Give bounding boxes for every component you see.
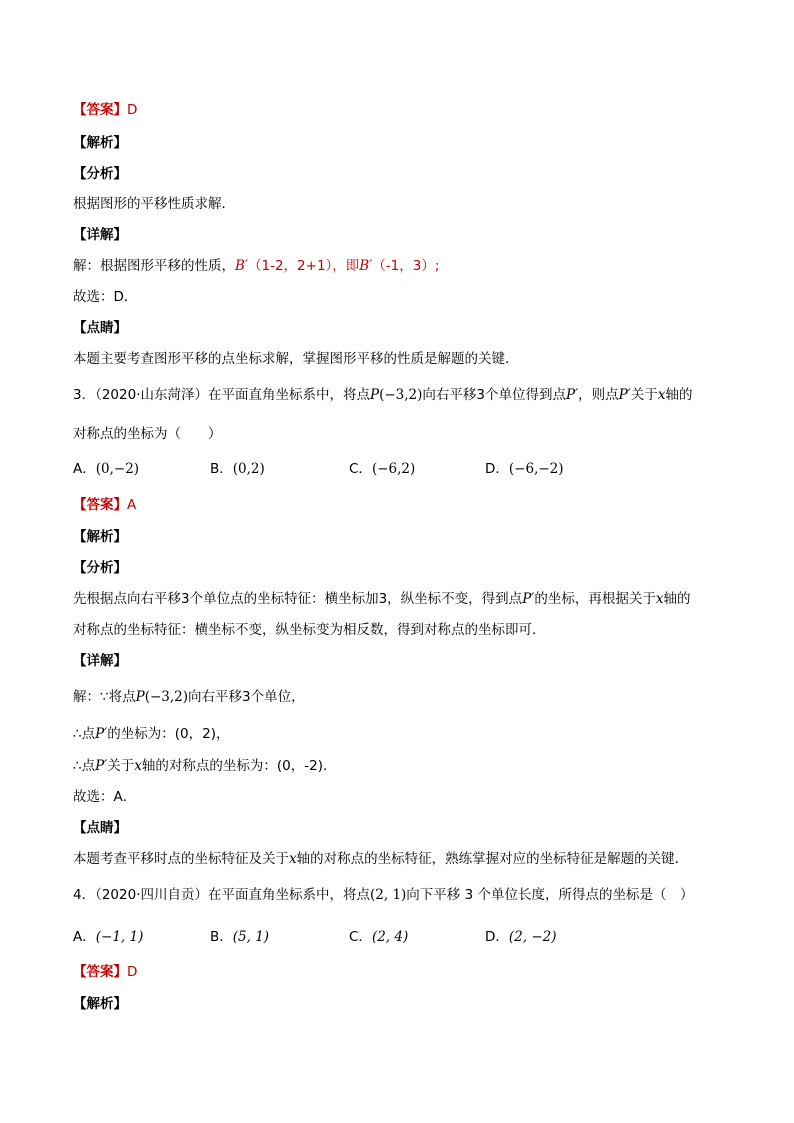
q3-s2b: 的坐标为：(0，2)，: [107, 726, 230, 742]
q4-answer-value: D: [127, 964, 138, 980]
q3-s1coord: (−3,2): [144, 689, 189, 705]
q3-options: [73, 459, 733, 481]
q3-fenxi-x: x: [655, 591, 664, 607]
q3-fenxi-l1b: 的坐标，再根据关于: [534, 591, 656, 607]
xiangjie-tag: 【详解】: [73, 227, 127, 243]
q3-jiexi-heading: [73, 527, 127, 547]
jiexi-tag: 【解析】: [73, 135, 127, 151]
q3-fenxi-line2: [73, 620, 546, 640]
q3-point-pp2: P′: [618, 387, 631, 403]
answer-line-1: [73, 100, 137, 120]
fenxi-text-1: [73, 194, 235, 214]
q3-s1b: 向右平移3个单位，: [188, 689, 305, 705]
q3-answer-tag: 【答案】: [73, 497, 127, 513]
xiangjie-end: （-1，3）;: [372, 258, 440, 274]
fenxi-text: 根据图形的平移性质求解．: [73, 196, 235, 212]
q4-option-d[interactable]: D．(2, −2): [485, 929, 557, 945]
q3-dianjing-a: 本题考查平移时点的坐标特征及关于: [73, 851, 289, 867]
q3-stem-e: 轴的: [665, 387, 693, 403]
q3-dianjing-heading: [73, 818, 127, 838]
q3-s2a: ∴点: [73, 726, 96, 742]
q3-guxuan: [73, 787, 136, 807]
fenxi-tag: 【分析】: [73, 166, 127, 182]
q4-option-b[interactable]: B．(5, 1): [210, 929, 270, 945]
q3-answer-line: [73, 495, 136, 515]
q3-xiangjie-heading: [73, 651, 127, 671]
q4-stem-a: 4．（2020·四川自贡）在平面直角坐标系中，将点: [73, 887, 370, 903]
q3-option-b[interactable]: B．(0,2): [210, 461, 265, 477]
answer-tag: 【答案】: [73, 102, 127, 118]
q3-option-d[interactable]: D．(−6,−2): [485, 461, 564, 477]
q3-step3: [73, 756, 336, 776]
xiangjie-mid: （1-2，2+1），即: [248, 258, 360, 274]
q3-s2p: P′: [95, 726, 108, 742]
q3-fenxi-heading: [73, 558, 127, 578]
b-prime-1: B′: [235, 258, 248, 274]
q3-fenxi-l1a: 先根据点向右平移3个单位点的坐标特征：横坐标加3，纵坐标不变，得到点: [73, 591, 523, 607]
q3-s1a: 解：∵将点: [73, 689, 136, 705]
q3-point-pp: P′: [566, 387, 579, 403]
guxuan-1: [73, 287, 137, 307]
q3-jiexi-tag: 【解析】: [73, 529, 127, 545]
q4-options: [73, 927, 733, 949]
q4-stem: [73, 885, 693, 905]
q3-stem-line2-text: 对称点的坐标为（ ）: [73, 426, 222, 442]
xiangjie-pre: 解：根据图形平移的性质，: [73, 258, 235, 274]
q3-stem-line2: [73, 424, 222, 444]
q3-stem-line1: [73, 385, 692, 405]
jiexi-heading-1: [73, 133, 127, 153]
q3-fenxi-l2: 对称点的坐标特征：横坐标不变，纵坐标变为相反数，得到对称点的坐标即可．: [73, 622, 546, 638]
xiangjie-heading-1: [73, 225, 127, 245]
fenxi-heading-1: [73, 164, 127, 184]
q3-dianjing-x: x: [289, 851, 297, 867]
dianjing-text: 本题主要考查图形平移的点坐标求解，掌握图形平移的性质是解题的关键．: [73, 351, 519, 367]
q4-jiexi-heading: [73, 994, 127, 1014]
q3-point-p: P: [370, 387, 380, 403]
q3-option-a[interactable]: A．(0,−2): [73, 461, 140, 477]
q3-dianjing-tag: 【点睛】: [73, 820, 127, 836]
q3-fenxi-l1c: 轴的: [663, 591, 691, 607]
answer-value: D: [127, 102, 138, 118]
q3-fenxi-line1: [73, 589, 690, 609]
q3-coord: (−3,2): [379, 387, 423, 403]
xiangjie-text-1: [73, 256, 439, 276]
q3-stem-b: 向右平移3个单位得到点: [422, 387, 567, 403]
q3-s1p: P: [135, 689, 145, 705]
q4-jiexi-tag: 【解析】: [73, 996, 127, 1012]
q3-x-axis: x: [657, 387, 666, 403]
q3-dianjing-b: 轴的对称点的坐标特征，熟练掌握对应的坐标特征是解题的关键．: [296, 851, 689, 867]
q3-step1: [73, 687, 305, 707]
q3-fenxi-tag: 【分析】: [73, 560, 127, 576]
q3-s3x: x: [134, 758, 142, 774]
dianjing-heading-1: [73, 318, 127, 338]
q3-s3c: 轴的对称点的坐标为：(0，-2)．: [141, 758, 337, 774]
q4-option-a[interactable]: A．(−1, 1): [73, 929, 144, 945]
q3-s3b: 关于: [107, 758, 135, 774]
b-prime-2: B′: [359, 258, 373, 274]
q3-dianjing-text: [73, 849, 688, 869]
dianjing-text-1: [73, 349, 519, 369]
q3-guxuan-text: 故选：A．: [73, 789, 137, 805]
q4-stem-b: 向下平移 3 个单位长度，所得点的坐标是（ ）: [406, 887, 694, 903]
q4-answer-tag: 【答案】: [73, 964, 127, 980]
q4-answer-line: [73, 962, 137, 982]
q4-option-c[interactable]: C．(2, 4): [349, 929, 409, 945]
q3-answer-value: A: [127, 497, 137, 513]
q3-fenxi-pp: P′: [522, 591, 535, 607]
q3-option-c[interactable]: C．(−6,2): [349, 461, 416, 477]
q3-stem-c: ，则点: [578, 387, 619, 403]
q3-s3a: ∴点: [73, 758, 96, 774]
q3-s3p: P′: [95, 758, 108, 774]
q3-stem-a: 3．（2020·山东菏泽）在平面直角坐标系中，将点: [73, 387, 370, 403]
q3-xiangjie-tag: 【详解】: [73, 653, 127, 669]
dianjing-tag: 【点睛】: [73, 320, 127, 336]
q3-stem-d: 关于: [630, 387, 658, 403]
q4-coord: (2, 1): [370, 887, 407, 903]
q3-step2: [73, 724, 229, 744]
guxuan-text: 故选：D．: [73, 289, 138, 305]
